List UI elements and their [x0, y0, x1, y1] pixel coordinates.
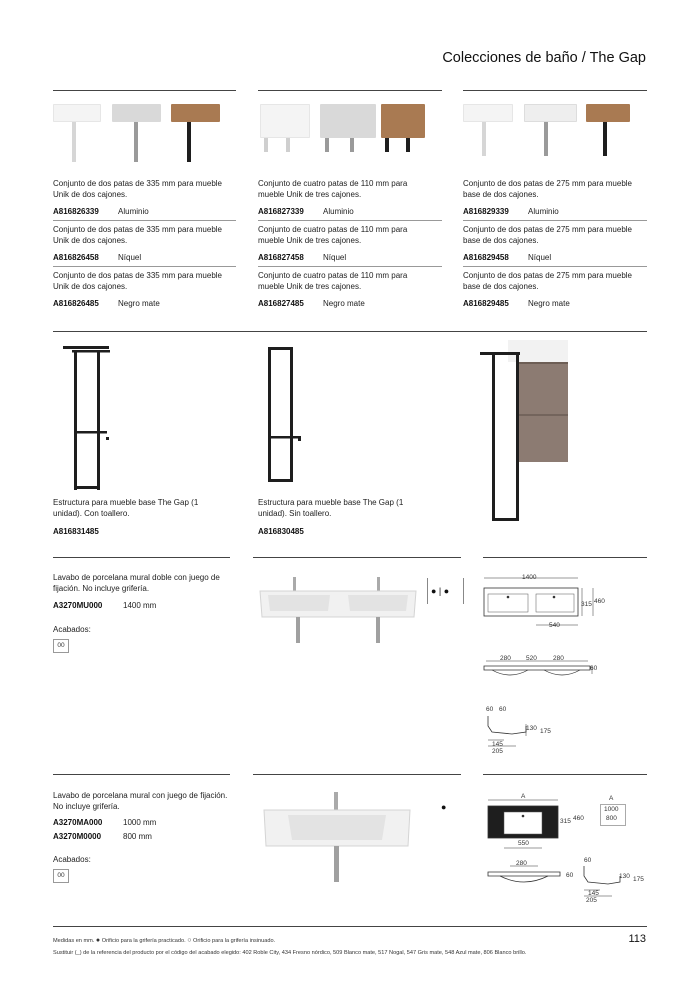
product-finish: Níquel [323, 253, 347, 262]
product-description: Conjunto de cuatro patas de 110 mm para mueble Unik de tres cajones. [258, 179, 408, 199]
tap-hole-symbol: ● [441, 802, 447, 812]
section-rule [53, 90, 236, 91]
dimension-label: 460 [594, 598, 605, 605]
product-code: A816826339 [53, 207, 99, 216]
finishes-label: Acabados: [53, 855, 91, 864]
dimension-label: A [521, 793, 526, 800]
product-description: Conjunto de dos patas de 335 mm para mueble Unik de dos cajones. [53, 225, 222, 245]
dimension-label: 315 [560, 818, 571, 825]
product-size: 1400 mm [123, 601, 157, 610]
product-finish: Negro mate [118, 299, 160, 308]
dimension-label: 60 [584, 857, 592, 864]
product-description: Conjunto de cuatro patas de 110 mm para mueble Unik de tres cajones. [258, 225, 408, 245]
product-code: A816829485 [463, 299, 509, 308]
size-table-head: A [609, 795, 614, 802]
dimension-label: 205 [492, 748, 503, 755]
product-code: A816827339 [258, 207, 304, 216]
dimension-label: 460 [573, 815, 584, 822]
product-finish: Negro mate [323, 299, 365, 308]
product-code: A816827485 [258, 299, 304, 308]
dimension-label: 130 [619, 873, 630, 880]
footer-rule [53, 926, 647, 927]
dimension-label: 280 [500, 655, 511, 662]
product-description: Estructura para mueble base The Gap (1 unidad). Sin toallero. [258, 498, 404, 518]
page-number: 113 [628, 933, 646, 945]
section-rule [253, 557, 461, 558]
page-title: Colecciones de baño / The Gap [442, 50, 646, 66]
dimension-label: 145 [588, 890, 599, 897]
product-code: A3270M0000 [53, 832, 102, 841]
tap-hole-symbol: ● | ● [431, 586, 450, 596]
dimension-label: 550 [518, 840, 529, 847]
size-table-value: 800 [606, 815, 617, 822]
product-finish: Aluminio [118, 207, 149, 216]
finish-swatch: 00 [53, 869, 69, 883]
section-rule [258, 90, 442, 91]
footer-legend: Medidas en mm. ● Orificio para la grifería practicado. ○ Orificio para la grifería insinuado. [53, 937, 276, 944]
product-description: Conjunto de dos patas de 275 mm para mueble base de dos cajones. [463, 271, 632, 291]
product-finish: Aluminio [323, 207, 354, 216]
section-rule [53, 557, 230, 558]
dimension-label: 315 [581, 601, 592, 608]
product-finish: Aluminio [528, 207, 559, 216]
product-code: A3270MA000 [53, 818, 103, 827]
section-rule [53, 774, 230, 775]
dimension-label: 520 [526, 655, 537, 662]
product-code: A816827458 [258, 253, 304, 262]
dimension-label: 205 [586, 897, 597, 904]
product-code: A816826485 [53, 299, 99, 308]
structure-towel-bar-photo [60, 340, 120, 490]
product-description: Estructura para mueble base The Gap (1 unidad). Con toallero. [53, 498, 199, 518]
finishes-label: Acabados: [53, 625, 91, 634]
product-description: Conjunto de dos patas de 275 mm para mueble base de dos cajones. [463, 179, 632, 199]
product-code: A816830485 [258, 527, 304, 536]
size-table-value: 1000 [604, 806, 619, 813]
double-basin-photo [258, 575, 418, 650]
dimension-label: 60 [566, 872, 574, 879]
footer-note: Sustituir (_) de la referencia del producto por el código del acabado elegido: 402 Roble City, 434 Fresno nórdico, 509 Blanco mate, 517 Nogal, 547 Gris mate, 548 Azul mate, 806 Blanco brillo. [53, 950, 527, 956]
dimension-label: 145 [492, 741, 503, 748]
product-description: Conjunto de dos patas de 335 mm para mueble Unik de dos cajones. [53, 179, 222, 199]
product-description: Conjunto de cuatro patas de 110 mm para mueble Unik de tres cajones. [258, 271, 408, 291]
product-code: A816831485 [53, 527, 99, 536]
dimension-label: 280 [553, 655, 564, 662]
dimension-label: 60 [590, 665, 598, 672]
product-size: 1000 mm [123, 818, 157, 827]
single-basin-photo [262, 790, 412, 885]
finish-swatch: 00 [53, 639, 69, 653]
dimension-label: 175 [633, 876, 644, 883]
product-code: A816829458 [463, 253, 509, 262]
single-basin-section-drawing [484, 860, 574, 890]
product-description: Lavabo de porcelana mural doble con juego de fijación. No incluye grifería. [53, 573, 220, 593]
product-code: A816829339 [463, 207, 509, 216]
product-description: Conjunto de dos patas de 275 mm para mueble base de dos cajones. [463, 225, 632, 245]
section-rule [53, 331, 647, 332]
dimension-label: 280 [516, 860, 527, 867]
dimension-label: 60 [486, 706, 494, 713]
section-rule [483, 557, 647, 558]
product-finish: Negro mate [528, 299, 570, 308]
product-code: A816826458 [53, 253, 99, 262]
dimension-label: 540 [549, 622, 560, 629]
dimension-label: 60 [499, 706, 507, 713]
section-rule [463, 90, 647, 91]
product-size: 800 mm [123, 832, 152, 841]
structure-no-towel-photo [262, 345, 307, 485]
dimension-label: 175 [540, 728, 551, 735]
section-rule [483, 774, 647, 775]
section-rule [253, 774, 461, 775]
product-finish: Níquel [528, 253, 552, 262]
dimension-label: 130 [526, 725, 537, 732]
product-description: Conjunto de dos patas de 335 mm para mueble Unik de dos cajones. [53, 271, 222, 291]
cabinet-installation-photo [478, 340, 568, 525]
product-code: A3270MU000 [53, 601, 103, 610]
dimension-label: 1400 [522, 574, 537, 581]
product-finish: Níquel [118, 253, 142, 262]
product-description: Lavabo de porcelana mural con juego de fijación. No incluye grifería. [53, 791, 228, 811]
